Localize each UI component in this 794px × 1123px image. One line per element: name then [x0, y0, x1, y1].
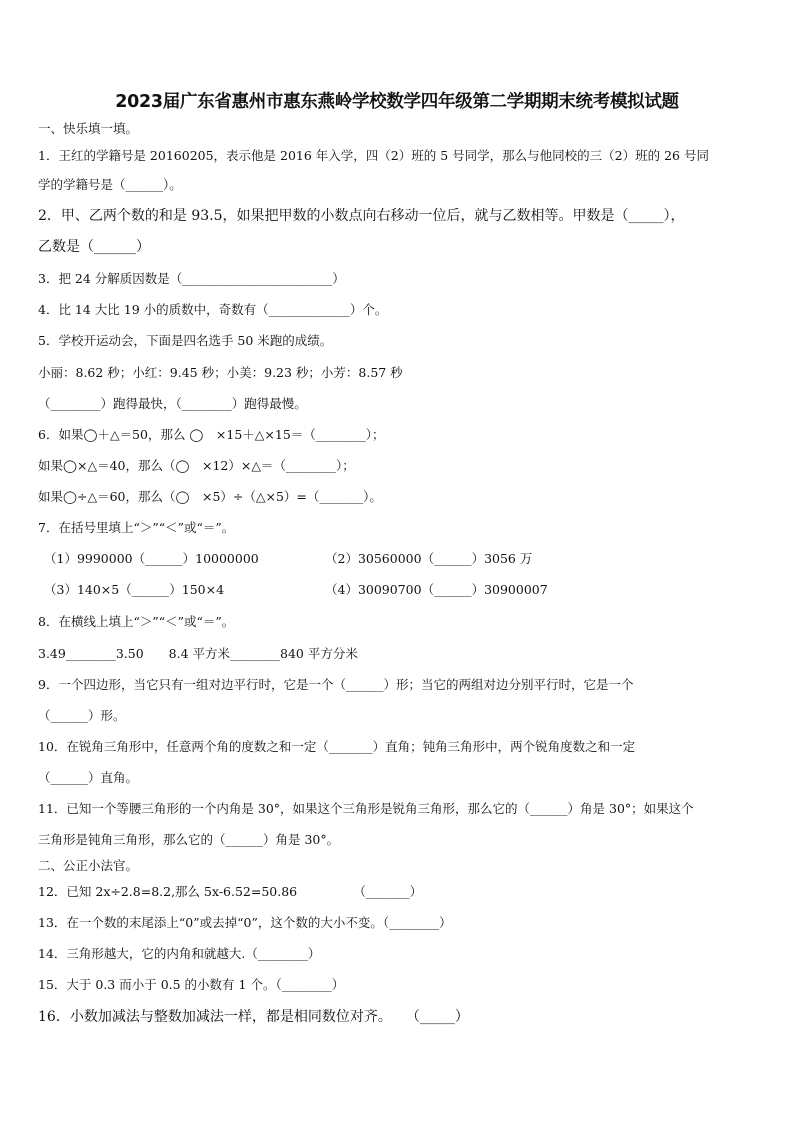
question-6-line-2: 如果◯×△＝40，那么（◯ ×12）×△＝（________）；: [38, 458, 355, 473]
question-16: 16．小数加减法与整数加减法一样，都是相同数位对齐。 （_____）: [38, 1009, 469, 1025]
question-5-line-1: 5．学校开运动会，下面是四名选手 50 米跑的成绩。: [38, 333, 333, 348]
question-7-item-2: （2）30560000（______）3056 万: [325, 551, 533, 566]
question-5-line-3: （________）跑得最快，（________）跑得最慢。: [38, 396, 307, 411]
question-7-item-1: （1）9990000（______）10000000: [44, 551, 259, 566]
question-2-line-1: 2．甲、乙两个数的和是 93.5，如果把甲数的小数点向右移动一位后，就与乙数相等。甲数是（_____），: [38, 208, 685, 224]
question-10-line-1: 10．在锐角三角形中，任意两个角的度数之和一定（_______）直角；钝角三角形中，两个锐角度数之和一定: [38, 739, 636, 754]
question-9-line-1: 9．一个四边形，当它只有一组对边平行时，它是一个（______）形；当它的两组对边分别平行时，它是一个: [38, 677, 634, 692]
question-10-line-2: （______）直角。: [38, 770, 139, 785]
page-title: 2023届广东省惠州市惠东燕岭学校数学四年级第二学期期末统考模拟试题: [115, 92, 679, 112]
question-1-line-2: 学的学籍号是（______）。: [38, 177, 182, 192]
question-7-item-4: （4）30090700（______）30900007: [325, 582, 548, 597]
question-11-line-2: 三角形是钝角三角形，那么它的（______）角是 30°。: [38, 832, 340, 847]
question-15: 15．大于 0.3 而小于 0.5 的小数有 1 个。（________）: [38, 977, 345, 992]
section-heading-1: 一、快乐填一填。: [38, 121, 139, 136]
question-4: 4．比 14 大比 19 小的质数中，奇数有（_____________）个。: [38, 302, 388, 317]
question-12: 12．已知 2x÷2.8=8.2,那么 5x-6.52=50.86 （_______）: [38, 884, 423, 899]
section-heading-2: 二、公正小法官。: [38, 858, 139, 873]
question-7-item-3: （3）140×5（______）150×4: [44, 582, 225, 597]
question-6-line-3: 如果◯÷△＝60，那么（◯ ×5）÷（△×5）=（_______）。: [38, 489, 382, 504]
question-9-line-2: （______）形。: [38, 708, 126, 723]
question-2-line-2: 乙数是（______）: [38, 239, 150, 255]
question-3: 3．把 24 分解质因数是（________________________）: [38, 271, 345, 286]
question-11-line-1: 11．已知一个等腰三角形的一个内角是 30°，如果这个三角形是锐角三角形，那么它的（______）角是 30°；如果这个: [38, 801, 694, 816]
question-14: 14．三角形越大，它的内角和就越大.（________）: [38, 946, 321, 961]
question-8-items: 3.49________3.50 8.4 平方米________840 平方分米: [38, 646, 358, 661]
question-8: 8．在横线上填上“＞”“＜”或“＝”。: [38, 614, 235, 629]
question-1-line-1: 1．王红的学籍号是 20160205，表示他是 2016 年入学，四（2）班的 5 号同学，那么与他同校的三（2）班的 26 号同: [38, 148, 709, 163]
question-13: 13．在一个数的末尾添上“0”或去掉“0”，这个数的大小不变。（________）: [38, 915, 452, 930]
question-6-line-1: 6．如果◯＋△＝50，那么 ◯ ×15＋△×15＝（________）；: [38, 427, 385, 442]
question-7: 7．在括号里填上“＞”“＜”或“＝”。: [38, 520, 235, 535]
question-5-line-2: 小丽：8.62 秒；小红：9.45 秒；小美：9.23 秒；小芳：8.57 秒: [38, 365, 403, 380]
